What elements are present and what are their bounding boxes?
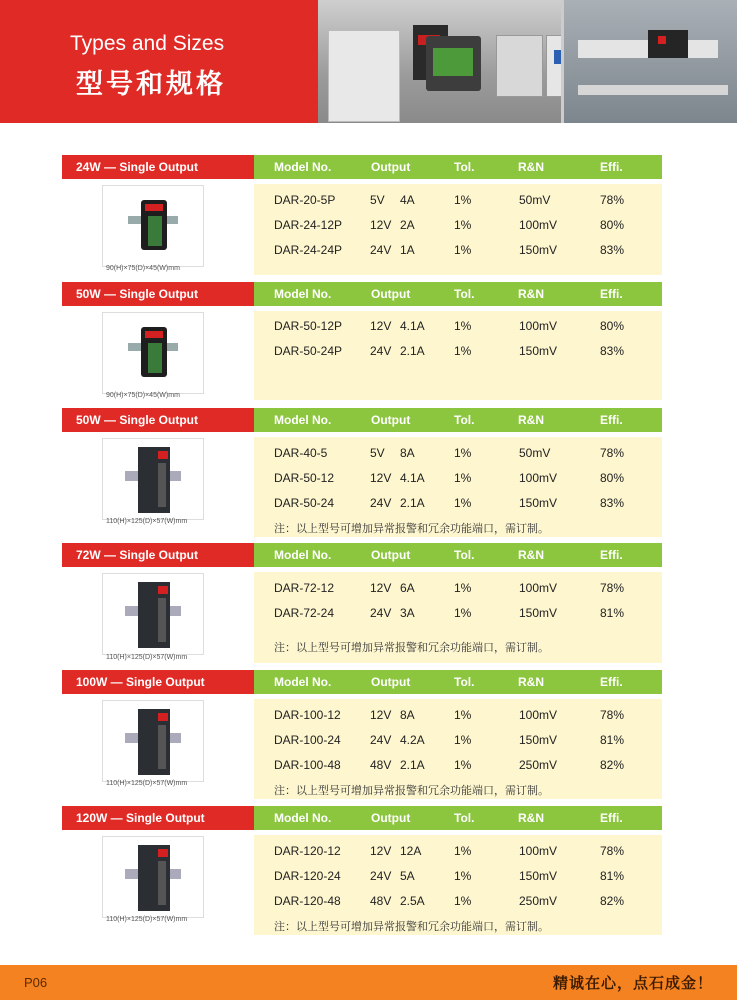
col-effi: Effi.	[600, 287, 623, 301]
output-current: 2.5A	[400, 894, 425, 908]
product-image	[102, 312, 204, 394]
output-voltage: 12V	[370, 708, 392, 722]
product-dims: 110(H)×125(D)×57(W)mm	[106, 780, 188, 787]
col-tol: Tol.	[454, 675, 475, 689]
custom-note: 注：以上型号可增加异常报警和冗余功能端口，需订制。	[274, 641, 549, 654]
psu-label	[158, 451, 168, 459]
model-no: DAR-120-48	[274, 894, 341, 908]
page-number: P06	[24, 975, 48, 990]
ripple-noise: 100mV	[519, 471, 558, 485]
output-current: 4.1A	[400, 471, 425, 485]
col-output: Output	[371, 675, 411, 689]
model-no: DAR-24-24P	[274, 243, 343, 257]
model-no: DAR-120-24	[274, 869, 341, 883]
page-title-cn: 型号和规格	[76, 69, 226, 99]
output-current: 4A	[400, 193, 415, 207]
col-model: Model No.	[274, 675, 332, 689]
tolerance: 1%	[454, 446, 472, 460]
output-voltage: 48V	[370, 894, 392, 908]
output-voltage: 24V	[370, 869, 392, 883]
output-voltage: 12V	[370, 471, 392, 485]
output-voltage: 12V	[370, 844, 392, 858]
tolerance: 1%	[454, 344, 472, 358]
ripple-noise: 100mV	[519, 708, 558, 722]
col-rn: R&N	[518, 287, 544, 301]
model-no: DAR-120-12	[274, 844, 341, 858]
output-voltage: 5V	[370, 446, 385, 460]
col-model: Model No.	[274, 287, 332, 301]
column-header	[254, 670, 662, 694]
ripple-noise: 100mV	[519, 218, 558, 232]
footer-slogan: 精诚在心，点石成金！	[552, 975, 713, 992]
ripple-noise: 150mV	[519, 606, 558, 620]
psu-terminals	[158, 463, 166, 507]
output-voltage: 24V	[370, 733, 392, 747]
product-image	[102, 700, 204, 782]
efficiency: 81%	[600, 869, 625, 883]
section-label: 120W — Single Output	[62, 806, 254, 830]
model-no: DAR-40-5	[274, 446, 328, 460]
col-rn: R&N	[518, 675, 544, 689]
section-72w	[62, 543, 662, 663]
ripple-noise: 100mV	[519, 319, 558, 333]
ripple-noise: 100mV	[519, 581, 558, 595]
column-header	[254, 155, 662, 179]
psu-label	[158, 713, 168, 721]
efficiency: 81%	[600, 733, 625, 747]
model-no: DAR-72-12	[274, 581, 335, 595]
col-output: Output	[371, 413, 411, 427]
efficiency: 78%	[600, 446, 625, 460]
model-no: DAR-50-12	[274, 471, 335, 485]
col-effi: Effi.	[600, 548, 623, 562]
product-image	[102, 573, 204, 655]
output-voltage: 48V	[370, 758, 392, 772]
efficiency: 78%	[600, 708, 625, 722]
tolerance: 1%	[454, 733, 472, 747]
model-no: DAR-50-24	[274, 496, 335, 510]
column-header	[254, 543, 662, 567]
tolerance: 1%	[454, 218, 472, 232]
tolerance: 1%	[454, 243, 472, 257]
col-effi: Effi.	[600, 811, 623, 825]
ripple-noise: 50mV	[519, 446, 551, 460]
section-50w-small	[62, 282, 662, 402]
product-dims: 90(H)×75(D)×45(W)mm	[106, 265, 180, 272]
output-current: 2.1A	[400, 496, 425, 510]
output-current: 8A	[400, 708, 415, 722]
model-no: DAR-100-48	[274, 758, 341, 772]
output-current: 8A	[400, 446, 415, 460]
page-title: Types and Sizes	[70, 32, 225, 55]
efficiency: 83%	[600, 496, 625, 510]
psu-terminals	[148, 216, 162, 246]
tolerance: 1%	[454, 869, 472, 883]
model-no: DAR-24-12P	[274, 218, 343, 232]
col-model: Model No.	[274, 160, 332, 174]
breaker	[496, 35, 543, 97]
tolerance: 1%	[454, 758, 472, 772]
product-image	[102, 836, 204, 918]
cabinet-right	[561, 0, 737, 123]
efficiency: 83%	[600, 243, 625, 257]
col-rn: R&N	[518, 413, 544, 427]
section-label: 50W — Single Output	[62, 408, 254, 432]
col-model: Model No.	[274, 811, 332, 825]
output-current: 2.1A	[400, 344, 425, 358]
model-no: DAR-50-24P	[274, 344, 343, 358]
efficiency: 80%	[600, 319, 625, 333]
tolerance: 1%	[454, 844, 472, 858]
product-dims: 90(H)×75(D)×45(W)mm	[106, 392, 180, 399]
efficiency: 83%	[600, 344, 625, 358]
section-120w	[62, 806, 662, 936]
efficiency: 82%	[600, 758, 625, 772]
efficiency: 81%	[600, 606, 625, 620]
column-header	[254, 408, 662, 432]
section-50w-large	[62, 408, 662, 538]
tolerance: 1%	[454, 193, 472, 207]
output-voltage: 24V	[370, 243, 392, 257]
col-effi: Effi.	[600, 160, 623, 174]
column-header	[254, 806, 662, 830]
product-dims: 110(H)×125(D)×57(W)mm	[106, 518, 188, 525]
section-label: 100W — Single Output	[62, 670, 254, 694]
col-output: Output	[371, 811, 411, 825]
plc-module	[648, 30, 688, 58]
ripple-noise: 50mV	[519, 193, 551, 207]
ripple-noise: 150mV	[519, 344, 558, 358]
terminal-strip	[578, 85, 728, 95]
tolerance: 1%	[454, 894, 472, 908]
model-no: DAR-20-5P	[274, 193, 336, 207]
col-rn: R&N	[518, 160, 544, 174]
ripple-noise: 250mV	[519, 758, 558, 772]
psu-label	[158, 586, 168, 594]
efficiency: 78%	[600, 193, 625, 207]
tolerance: 1%	[454, 606, 472, 620]
product-image	[102, 438, 204, 520]
model-no: DAR-100-12	[274, 708, 341, 722]
psu-terminals	[158, 725, 166, 769]
ripple-noise: 150mV	[519, 869, 558, 883]
col-output: Output	[371, 160, 411, 174]
col-rn: R&N	[518, 811, 544, 825]
output-current: 6A	[400, 581, 415, 595]
psu-terminals	[158, 598, 166, 642]
col-tol: Tol.	[454, 548, 475, 562]
custom-note: 注：以上型号可增加异常报警和冗余功能端口，需订制。	[274, 784, 549, 797]
col-tol: Tol.	[454, 811, 475, 825]
tolerance: 1%	[454, 708, 472, 722]
output-voltage: 12V	[370, 218, 392, 232]
ripple-noise: 150mV	[519, 496, 558, 510]
col-model: Model No.	[274, 413, 332, 427]
output-voltage: 24V	[370, 496, 392, 510]
product-image	[102, 185, 204, 267]
col-tol: Tol.	[454, 287, 475, 301]
output-voltage: 24V	[370, 606, 392, 620]
output-current: 2.1A	[400, 758, 425, 772]
footer-bar	[0, 965, 737, 1000]
col-output: Output	[371, 287, 411, 301]
col-rn: R&N	[518, 548, 544, 562]
model-no: DAR-72-24	[274, 606, 335, 620]
plc-led	[658, 36, 666, 44]
custom-note: 注：以上型号可增加异常报警和冗余功能端口，需订制。	[274, 522, 549, 535]
section-24w	[62, 155, 662, 275]
output-current: 5A	[400, 869, 415, 883]
col-output: Output	[371, 548, 411, 562]
efficiency: 80%	[600, 218, 625, 232]
section-label: 72W — Single Output	[62, 543, 254, 567]
cabinet-panel	[328, 30, 400, 122]
green-module	[433, 48, 473, 76]
ripple-noise: 150mV	[519, 733, 558, 747]
output-current: 4.1A	[400, 319, 425, 333]
model-no: DAR-50-12P	[274, 319, 343, 333]
column-header	[254, 282, 662, 306]
tolerance: 1%	[454, 496, 472, 510]
output-voltage: 24V	[370, 344, 392, 358]
psu-label	[158, 849, 168, 857]
output-voltage: 5V	[370, 193, 385, 207]
output-current: 4.2A	[400, 733, 425, 747]
ripple-noise: 150mV	[519, 243, 558, 257]
tolerance: 1%	[454, 581, 472, 595]
col-effi: Effi.	[600, 413, 623, 427]
output-voltage: 12V	[370, 319, 392, 333]
efficiency: 80%	[600, 471, 625, 485]
psu-label	[145, 331, 163, 338]
ripple-noise: 250mV	[519, 894, 558, 908]
section-label: 24W — Single Output	[62, 155, 254, 179]
tolerance: 1%	[454, 471, 472, 485]
col-tol: Tol.	[454, 413, 475, 427]
product-dims: 110(H)×125(D)×57(W)mm	[106, 654, 188, 661]
output-current: 2A	[400, 218, 415, 232]
output-current: 3A	[400, 606, 415, 620]
efficiency: 78%	[600, 844, 625, 858]
output-current: 12A	[400, 844, 422, 858]
model-no: DAR-100-24	[274, 733, 341, 747]
tolerance: 1%	[454, 319, 472, 333]
efficiency: 82%	[600, 894, 625, 908]
output-voltage: 12V	[370, 581, 392, 595]
output-current: 1A	[400, 243, 415, 257]
custom-note: 注：以上型号可增加异常报警和冗余功能端口，需订制。	[274, 920, 549, 933]
col-effi: Effi.	[600, 675, 623, 689]
product-dims: 110(H)×125(D)×57(W)mm	[106, 916, 188, 923]
psu-terminals	[158, 861, 166, 905]
section-100w	[62, 670, 662, 800]
section-label: 50W — Single Output	[62, 282, 254, 306]
ripple-noise: 100mV	[519, 844, 558, 858]
psu-label	[145, 204, 163, 211]
col-model: Model No.	[274, 548, 332, 562]
header-photo	[318, 0, 737, 123]
col-tol: Tol.	[454, 160, 475, 174]
psu-terminals	[148, 343, 162, 373]
efficiency: 78%	[600, 581, 625, 595]
